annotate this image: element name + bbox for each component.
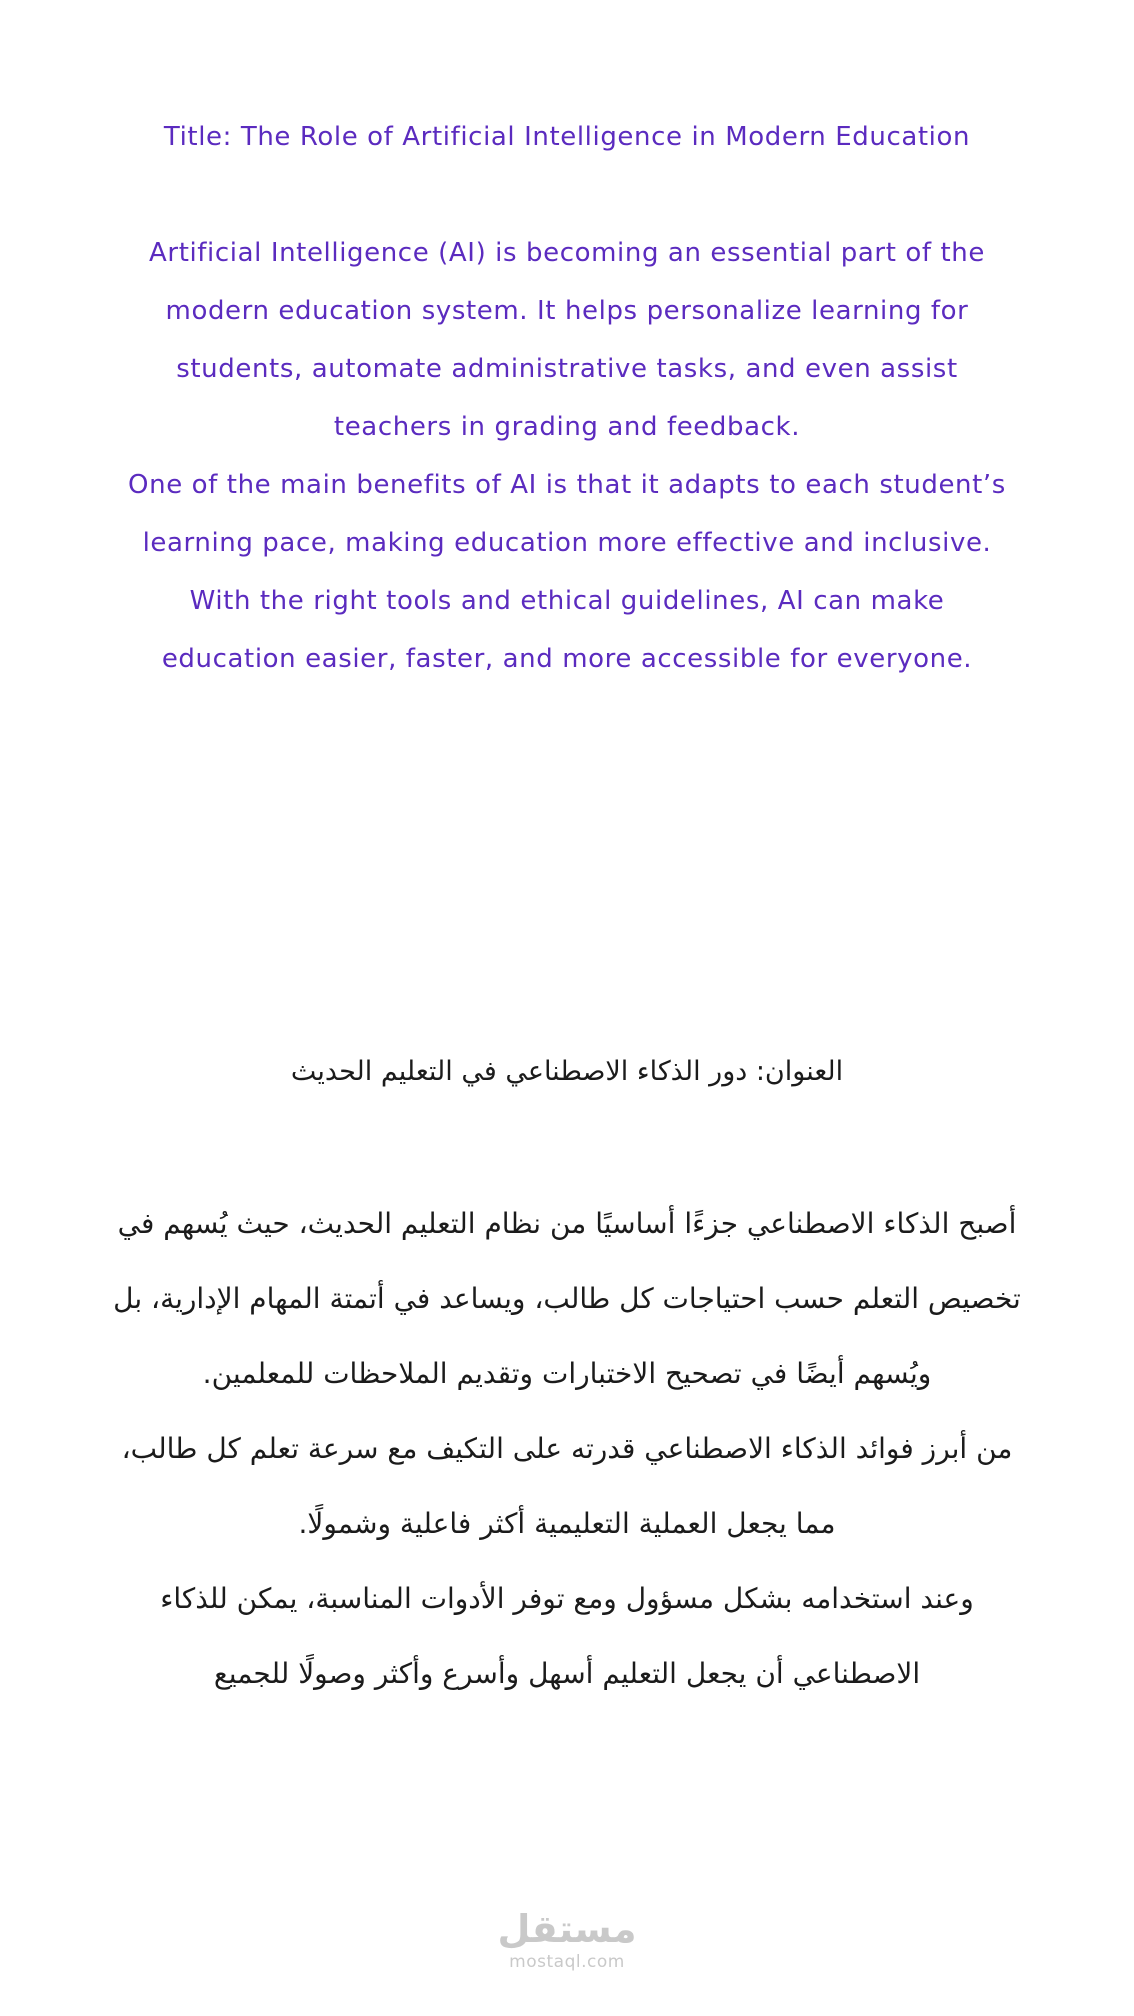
- arabic-paragraph-3: وعند استخدامه بشكل مسؤول ومع توفر الأدوات المناسبة، يمكن للذكاء الاصطناعي أن يجعل التعليم أسهل وأسرع وأكثر وصولًا للجميع: [160, 1582, 974, 1690]
- english-paragraph-3: With the right tools and ethical guidelines, AI can make education easier, faster, and more accessible for everyone.: [161, 586, 973, 674]
- english-title: Title: The Role of Artificial Intelligence in Modern Education: [163, 122, 971, 152]
- arabic-title-section: [110, 1042, 1024, 1102]
- arabic-paragraph-1: أصبح الذكاء الاصطناعي جزءًا أساسيًا من نظام التعليم الحديث، حيث يُسهم في تخصيص التعلم حسب احتياجات كل طالب، ويساعد في أتمتة المهام الإدارية، بل ويُسهم أيضًا في تصحيح الاختبارات وتقديم الملاحظات للمعلمين.: [113, 1207, 1021, 1390]
- english-section: [120, 108, 1014, 688]
- english-paragraph-1: Artificial Intelligence (AI) is becoming an essential part of the modern education system. It helps personalize learning for students, automate administrative tasks, and even assist teachers in grading and feedback.: [149, 238, 985, 442]
- arabic-title: العنوان: دور الذكاء الاصطناعي في التعليم الحديث: [290, 1056, 844, 1087]
- watermark-url: mostaql.com: [509, 1952, 625, 1972]
- arabic-paragraph-2: من أبرز فوائد الذكاء الاصطناعي قدرته على التكيف مع سرعة تعلم كل طالب، مما يجعل العملية التعليمية أكثر فاعلية وشمولًا.: [121, 1432, 1013, 1540]
- mostaql-watermark: [0, 1906, 1134, 1972]
- watermark-logo: مستقل: [497, 1907, 637, 1951]
- arabic-body-section: [110, 1186, 1024, 1711]
- english-paragraph-2: One of the main benefits of AI is that it adapts to each student’s learning pace, making education more effective and inclusive.: [128, 470, 1006, 558]
